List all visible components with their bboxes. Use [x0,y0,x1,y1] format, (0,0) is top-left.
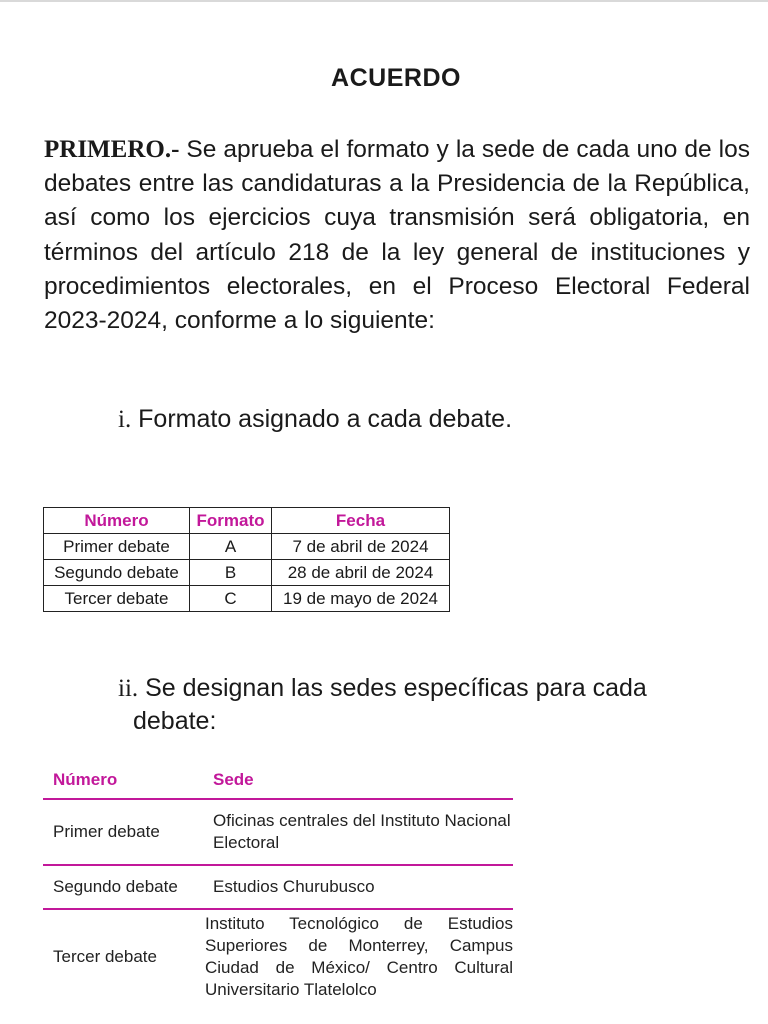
cell-format: A [190,534,272,560]
cell-date: 7 de abril de 2024 [272,534,450,560]
table-row [44,560,450,586]
top-rule [0,0,768,2]
cell-format: C [190,586,272,612]
table-row [43,910,513,1004]
cell-format: B [190,560,272,586]
cell-debate: Primer debate [53,822,160,841]
table-row [44,586,450,612]
cell-venue: Estudios Churubusco [213,877,375,896]
paragraph-text: Se aprueba el formato y la sede de cada uno de los debates entre las candidaturas a la Presidencia de la República, así como los ejercicios cuya transmisión será obligatoria, en términos del artículo 218 de la ley general de instituciones y procedimientos electorales, en el Proceso Electoral Federal 2023-2024, conforme a lo siguiente: [44,136,750,335]
venue-table [43,762,513,1004]
cell-debate: Tercer debate [44,586,190,612]
section-ii-text-line2: debate: [133,707,217,735]
paragraph-lead: PRIMERO.- [44,136,180,163]
section-i-heading [118,403,512,436]
format-table [43,507,450,612]
primero-paragraph [44,133,750,338]
cell-debate: Primer debate [44,534,190,560]
cell-venue: Oficinas centrales del Instituto Nacional Electoral [213,811,511,852]
format-table-header [44,508,450,534]
cell-date: 28 de abril de 2024 [272,560,450,586]
section-i-text: Formato asignado a cada debate. [138,405,513,433]
header-formato: Formato [190,508,272,534]
cell-debate: Tercer debate [53,947,157,966]
cell-venue: Instituto Tecnológico de Estudios Superiores de Monterrey, Campus Ciudad de México/ Centro Cultural Universitario Tlatelolco [205,914,513,999]
table-row [43,866,513,910]
document-title: ACUERDO [331,64,461,92]
section-ii-text-line1: Se designan las sedes específicas para cada [145,674,647,702]
table-row [43,800,513,866]
section-i-number: i. [118,406,132,433]
cell-debate: Segundo debate [44,560,190,586]
header-numero: Número [53,770,118,789]
header-sede: Sede [213,770,254,789]
header-numero: Número [44,508,190,534]
venue-table-header [43,762,513,800]
header-fecha: Fecha [272,508,450,534]
section-ii-number: ii. [118,675,139,702]
table-row [44,534,450,560]
section-ii-heading [118,672,758,737]
cell-debate: Segundo debate [53,877,178,896]
cell-date: 19 de mayo de 2024 [272,586,450,612]
